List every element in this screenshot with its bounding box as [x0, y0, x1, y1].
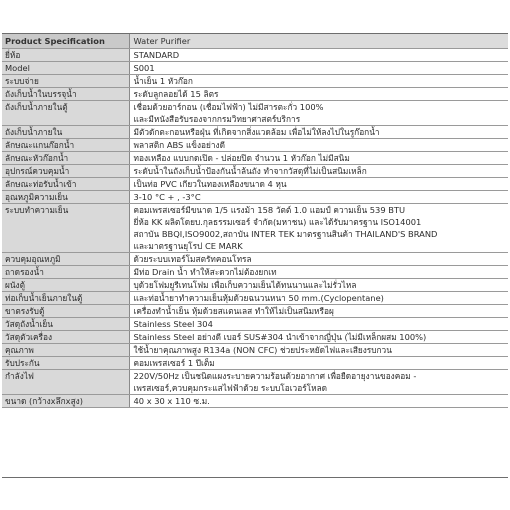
table-row [2, 75, 508, 88]
spec-label: อุณหภูมิความเย็น [2, 191, 129, 204]
spec-label: ขนาด (กว้างxลึกxสูง) [2, 395, 129, 408]
spec-label: ถังเก็บน้ำภายในตู้ [2, 101, 129, 126]
spec-value [129, 331, 508, 344]
table-row [2, 266, 508, 279]
table-row [2, 62, 508, 75]
spec-value-line: มีตัวดักตะกอนหรือฝุ่น ที่เกิดจากสิ่งแวดล้อม เพื่อไม่ให้ลงไปในรูก๊อกน้ำ [133, 127, 380, 137]
spec-label: Model [2, 62, 129, 75]
spec-label: วัสดุถังน้ำเย็น [2, 318, 129, 331]
spec-value-line: STANDARD [133, 50, 180, 60]
spec-label: ท่อเก็บน้ำเย็นภายในตู้ [2, 292, 129, 305]
table-row [2, 88, 508, 101]
spec-value-line: 40 x 30 x 110 ซ.ม. [133, 396, 210, 406]
table-row [2, 318, 508, 331]
spec-value-line: คอมเพรสเซอร์มีขนาด 1/5 แรงม้า 158 วัตต์ 1.0 แอมป์ ความเย็น 539 BTU [133, 205, 406, 215]
spec-value-line: ทองเหลือง แบบกดเปิด - ปล่อยปิด จำนวน 1 หัวก๊อก ไม่มีสนิม [133, 153, 350, 163]
spec-value [129, 165, 508, 178]
table-row [2, 178, 508, 191]
spec-value-line: บุด้วยโฟมยูรีเทนโฟม เพื่อเก็บความเย็นได้ทนนานและไม่รั่วไหล [133, 280, 357, 290]
table-row [2, 279, 508, 292]
spec-value [129, 279, 508, 292]
spec-label: ยี่ห้อ [2, 49, 129, 62]
table-row [2, 101, 508, 126]
spec-value [129, 49, 508, 62]
spec-value [129, 292, 508, 305]
spec-value [129, 266, 508, 279]
spec-label: วัสดุตัวเครื่อง [2, 331, 129, 344]
spec-value-line: เชื่อมด้วยอาร์กอน (เชื่อมไฟฟ้า) ไม่มีสารตะกั่ว 100% [133, 102, 324, 112]
spec-value-line: น้ำเย็น 1 หัวก๊อก [133, 76, 193, 86]
spec-label: ผนังตู้ [2, 279, 129, 292]
spec-value [129, 101, 508, 126]
spec-value-line: ระดับน้ำในถังเก็บน้ำป้องกันน้ำล้นถัง ทำจากวัสดุที่ไม่เป็นสนิมเหล็ก [133, 166, 367, 176]
spec-value-line: 3-10 °C + , -3°C [133, 192, 201, 202]
spec-value-line: พลาสติก ABS แข็งอย่างดี [133, 140, 225, 150]
spec-value [129, 62, 508, 75]
spec-value [129, 178, 508, 191]
table-row [2, 344, 508, 357]
spec-value [129, 126, 508, 139]
spec-value-line: ใช้น้ำยาคุณภาพสูง R134a (NON CFC) ช่วยประหยัดไฟและเสียงรบกวน [133, 345, 392, 355]
table-row [2, 357, 508, 370]
spec-label: ลักษณะหัวก๊อกน้ำ [2, 152, 129, 165]
table-row [2, 292, 508, 305]
table-row [2, 370, 508, 395]
spec-value-line: และท่อน้ำยาทำความเย็นหุ้มด้วยฉนวนหนา 50 mm.(Cyclopentane) [133, 293, 384, 303]
header-key: Product Specification [2, 34, 129, 49]
spec-value [129, 253, 508, 266]
spec-value-line: Stainless Steel 304 [133, 319, 213, 329]
spec-value-line: คอมเพรสเซอร์ 1 ปีเต็ม [133, 358, 215, 368]
table-header-row [2, 34, 508, 49]
spec-value [129, 305, 508, 318]
spec-value-line: 220V/50Hz เป็นชนิดแผงระบายความร้อนด้วยอากาศ เพื่อยืดอายุงานของคอม - [133, 371, 417, 381]
spec-value-line: ด้วยระบบเทอร์โมสตรัทคอนโทรล [133, 254, 252, 264]
spec-value-line: เพรสเซอร์,ควบคุมกระแสไฟฟ้าด้วย ระบบโอเวอร์โหลด [133, 383, 328, 393]
spec-value [129, 75, 508, 88]
spec-label: อุปกรณ์ควบคุมน้ำ [2, 165, 129, 178]
spec-value-line: S001 [133, 63, 155, 73]
spec-value-line: ระดับลูกลอยได้ 15 ลิตร [133, 89, 219, 99]
spec-value [129, 370, 508, 395]
spec-value-line: เป็นท่อ PVC เกียวในทองเหลืองขนาด 4 หุน [133, 179, 287, 189]
table-row [2, 49, 508, 62]
table-row [2, 191, 508, 204]
spec-value [129, 318, 508, 331]
table-row [2, 253, 508, 266]
spec-value [129, 357, 508, 370]
spec-value [129, 395, 508, 408]
spec-value [129, 88, 508, 101]
spec-value [129, 344, 508, 357]
spec-label: ขาตรงรับตู้ [2, 305, 129, 318]
spec-label: ถังเก็บน้ำภายใน [2, 126, 129, 139]
spec-value [129, 139, 508, 152]
table-row [2, 165, 508, 178]
table-row [2, 139, 508, 152]
spec-label: กำลังไฟ [2, 370, 129, 395]
table-row [2, 331, 508, 344]
spec-value-line: Stainless Steel อย่างดี เบอร์ SUS#304 นำเข้าจากญี่ปุ่น (ไม่มีเหล็กผสม 100%) [133, 332, 427, 342]
spec-value [129, 204, 508, 253]
spec-value-line: และมาตรฐานยุโรป CE MARK [133, 241, 243, 251]
spec-value [129, 191, 508, 204]
table-row [2, 305, 508, 318]
spec-label: ลักษณะแกนก๊อกน้ำ [2, 139, 129, 152]
spec-sheet [2, 33, 508, 478]
spec-table [2, 34, 508, 408]
spec-label: ระบบจ่าย [2, 75, 129, 88]
spec-label: ควบคุมอุณหภูมิ [2, 253, 129, 266]
table-row [2, 204, 508, 253]
spec-label: รับประกัน [2, 357, 129, 370]
table-row [2, 126, 508, 139]
spec-label: ระบบทำความเย็น [2, 204, 129, 253]
spec-value [129, 152, 508, 165]
table-row [2, 395, 508, 408]
spec-value-line: สถาบัน BBQI,ISO9002,สถาบัน INTER TEK มาตรฐานสินค้า THAILAND'S BRAND [133, 229, 438, 239]
table-row [2, 152, 508, 165]
spec-value-line: มีท่อ Drain น้ำ ทำให้สะดวกไม่ต้องยกเท [133, 267, 277, 277]
spec-label: คุณภาพ [2, 344, 129, 357]
spec-value-line: เครื่องทำน้ำเย็น หุ้มด้วยสแตนเลส ทำให้ไม่เป็นสนิมหรือผุ [133, 306, 334, 316]
spec-value-line: ยี่ห้อ KK ผลิตโดยบ.กุลธรรมเซอร์ จำกัด(มหาชน) และได้รับมาตรฐาน ISO14001 [133, 217, 422, 227]
spec-label: ถาดรองน้ำ [2, 266, 129, 279]
header-value: Water Purifier [129, 34, 508, 49]
spec-label: ถังเก็บน้ำในบรรจุน้ำ [2, 88, 129, 101]
spec-value-line: และมีหนังสือรับรองจากกรมวิทยาศาสตร์บริการ [133, 114, 301, 124]
spec-label: ลักษณะท่อรับน้ำเข้า [2, 178, 129, 191]
